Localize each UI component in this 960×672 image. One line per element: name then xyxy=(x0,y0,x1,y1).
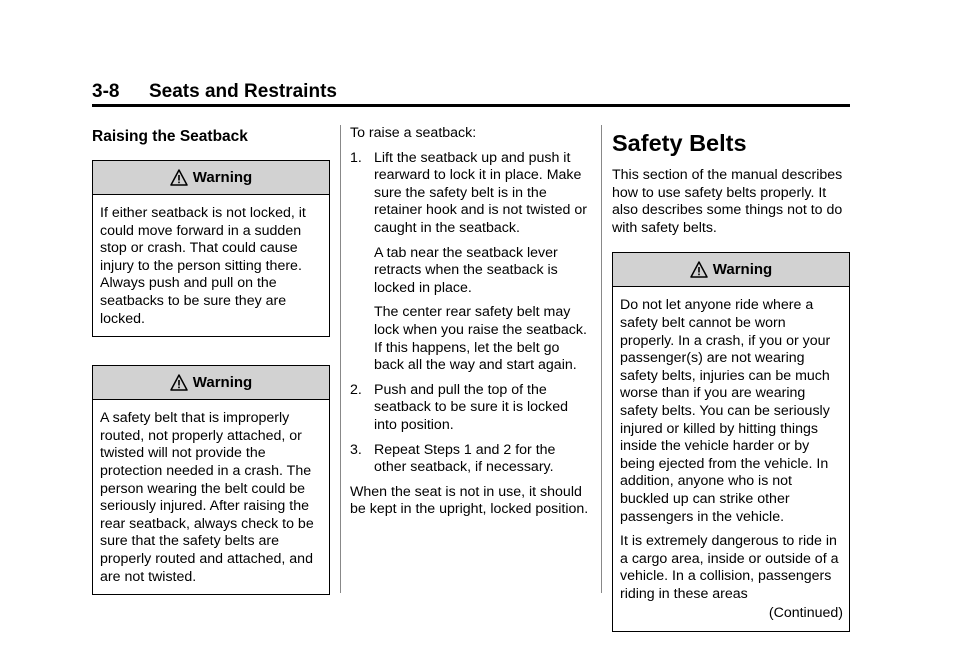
column-divider-2 xyxy=(601,125,602,593)
step-text: Repeat Steps 1 and 2 for the other seatback, if necessary. xyxy=(374,441,556,476)
step-number: 2. xyxy=(350,381,362,398)
warning-triangle-icon xyxy=(690,261,708,278)
warning-triangle-icon xyxy=(170,374,188,391)
column-divider-1 xyxy=(340,125,341,593)
warning-box-safety-belt-routing xyxy=(92,365,330,595)
warning-title: Warning xyxy=(192,169,253,186)
column-3 xyxy=(612,125,850,632)
warning-header xyxy=(613,253,849,287)
step-note: The center rear safety belt may lock when you raise the seatback. If this happens, let the belt go back all the way and start again. xyxy=(374,304,587,374)
column-2 xyxy=(350,125,590,519)
warning-header xyxy=(93,366,329,400)
safety-belts-heading: Safety Belts xyxy=(612,130,747,156)
section-number: 3-8 xyxy=(92,81,120,102)
warning-text: A safety belt that is improperly routed, not properly attached, or twisted will not provide the protection needed in a crash. The person wearing the belt could be seriously injured. After raising the rear seatback, always check to be sure that the safety belts are properly routed and attached, and are not twisted. xyxy=(100,410,314,585)
warning-box-seatback xyxy=(92,160,330,337)
steps-intro: To raise a seatback: xyxy=(350,125,477,141)
steps-list xyxy=(350,150,590,477)
step-item xyxy=(350,150,590,375)
warning-box-safety-belts xyxy=(612,252,850,632)
step-item xyxy=(350,442,590,477)
step-text: Lift the seatback up and push it rearward to lock it in place. Make sure the safety belt is in the retainer hook and is not twisted or caught in the seatback. xyxy=(374,149,587,236)
column-1 xyxy=(92,125,330,623)
warning-text: Do not let anyone ride where a safety belt cannot be worn properly. In a crash, if you or your passenger(s) are not wearing safety belts, injuries can be much worse than if you are wearing safety belts. You can be seriously injured or killed by hitting things inside the vehicle harder or by being ejected from the vehicle. In addition, anyone who is not buckled up can strike other passengers in the vehicle. xyxy=(620,297,831,525)
continued-label: (Continued) xyxy=(768,605,843,622)
safety-belts-intro: This section of the manual describes how to use safety belts properly. It also describes some things not to do with safety belts. xyxy=(612,167,843,236)
header-rule xyxy=(92,104,850,107)
step-item xyxy=(350,382,590,435)
step-number: 3. xyxy=(350,441,362,458)
warning-header xyxy=(93,161,329,195)
step-note: A tab near the seatback lever retracts when the seatback is locked in place. xyxy=(374,244,558,296)
step-text: Push and pull the top of the seatback to be sure it is locked into position. xyxy=(374,381,568,433)
closing-text: When the seat is not in use, it should be kept in the upright, locked position. xyxy=(350,483,589,518)
warning-text: If either seatback is not locked, it could move forward in a sudden stop or crash. That could cause injury to the person sitting there. Always push and pull on the seatbacks to be sure they are locked. xyxy=(100,205,306,327)
page-header xyxy=(92,80,850,106)
warning-title: Warning xyxy=(712,261,773,279)
warning-title: Warning xyxy=(192,374,253,392)
section-title: Seats and Restraints xyxy=(149,81,337,102)
step-number: 1. xyxy=(350,149,362,166)
raising-seatback-heading: Raising the Seatback xyxy=(92,128,248,145)
warning-triangle-icon xyxy=(170,169,188,186)
warning-text: It is extremely dangerous to ride in a cargo area, inside or outside of a vehicle. In a collision, passengers riding in these areas xyxy=(620,533,839,602)
